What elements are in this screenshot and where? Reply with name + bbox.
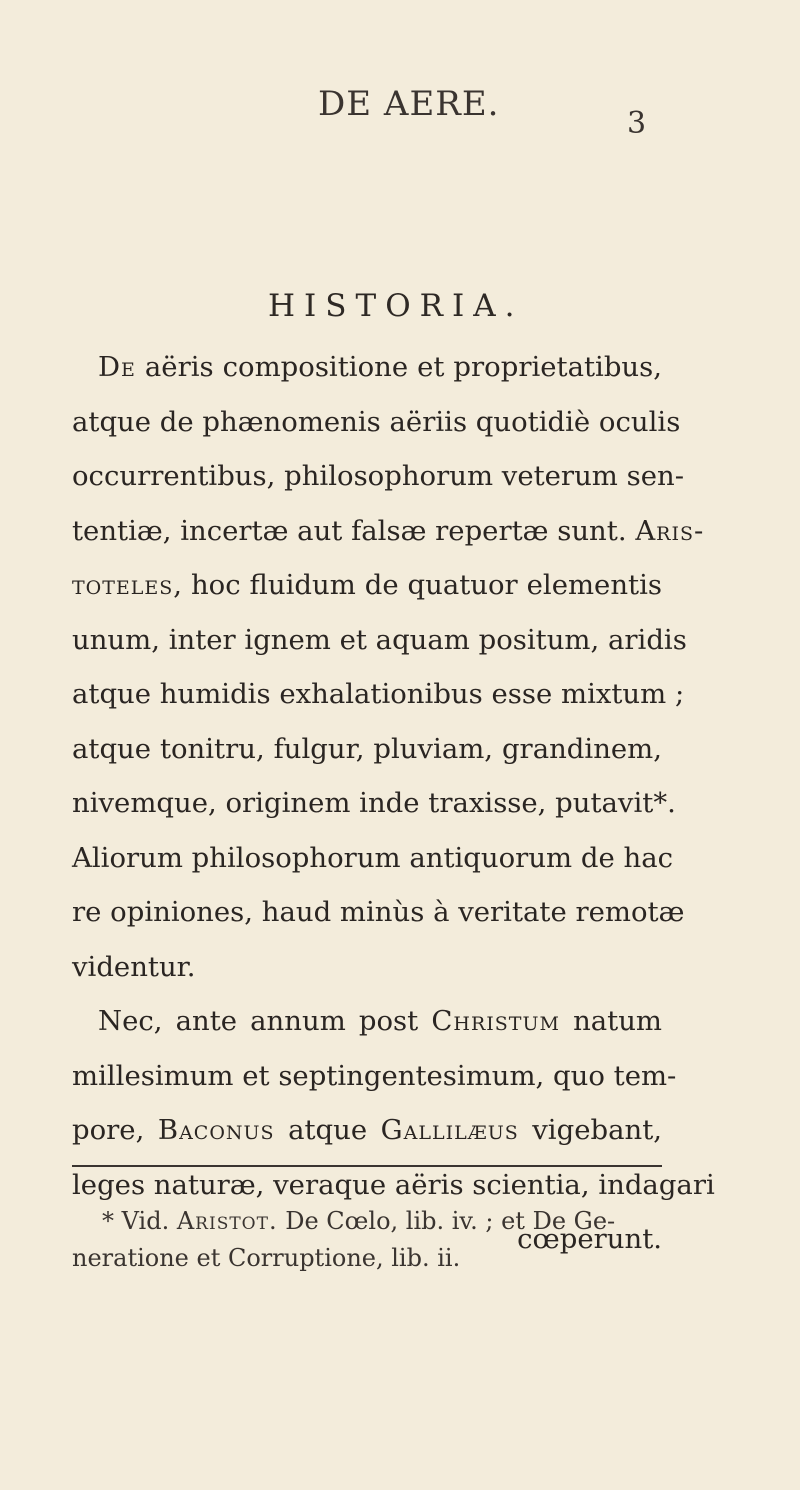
name-gallilaeus: Gallilæus [380,1114,519,1146]
paragraph-2-line-4: leges naturæ, veraque aëris scientia, indagari [72,1168,715,1201]
name-aristot: Aristot. [176,1207,278,1235]
paragraph-2-line-1: Nec, ante annum post Christum natum [98,1005,663,1037]
name-aristoteles-cont: toteles [72,569,174,601]
paragraph-1-line-4: tentiæ, incertæ aut falsæ repertæ sunt. Aris- [72,514,705,547]
paragraph-2-line-2: millesimum et septingentesimum, quo tem- [72,1059,677,1092]
running-head: DE AERE. [318,84,500,124]
paragraph-1-line-5: toteles, hoc fluidum de quatuor elementis [72,569,662,601]
section-title: HISTORIA. [268,288,524,324]
footnote-line-2: neratione et Corruptione, lib. ii. [72,1244,461,1272]
paragraph-1-line-12: videntur. [72,950,196,983]
paragraph-1-line-10: Aliorum philosophorum antiquorum de hac [72,841,673,874]
paragraph-1-line-9: nivemque, originem inde traxisse, putavit*. [72,787,676,819]
footnote-rule [72,1165,662,1167]
paragraph-1-line-7: atque humidis exhalationibus esse mixtum ; [72,678,685,710]
name-baconus: Baconus [157,1114,275,1146]
name-christum: Christum [431,1005,560,1037]
paragraph-1-line-11: re opiniones, haud minùs à veritate remotæ [72,896,685,928]
body-text [72,340,715,1267]
drop-word: De [98,351,136,383]
footnote-line-1: * Vid. Aristot. De Cœlo, lib. iv. ; et De Ge- [102,1207,616,1235]
paragraph-1-line-2: atque de phænomenis aëriis quotidiè oculis [72,405,681,438]
paragraph-2-line-3: pore, Baconus atque Gallilæus vigebant, [72,1114,662,1146]
paragraph-1-line-6: unum, inter ignem et aquam positum, aridis [72,623,687,656]
paragraph-1-line-3: occurrentibus, philosophorum veterum sen- [72,460,684,492]
paragraph-1-line-8: atque tonitru, fulgur, pluviam, grandinem, [72,732,662,765]
footnote [72,1203,662,1277]
paragraph-1-line-1: De aëris compositione et proprietatibus, [98,351,662,383]
name-aristoteles: Aris- [635,514,705,547]
paragraph-2-line-5: cœperunt. [517,1223,662,1255]
page-number: 3 [627,106,647,141]
